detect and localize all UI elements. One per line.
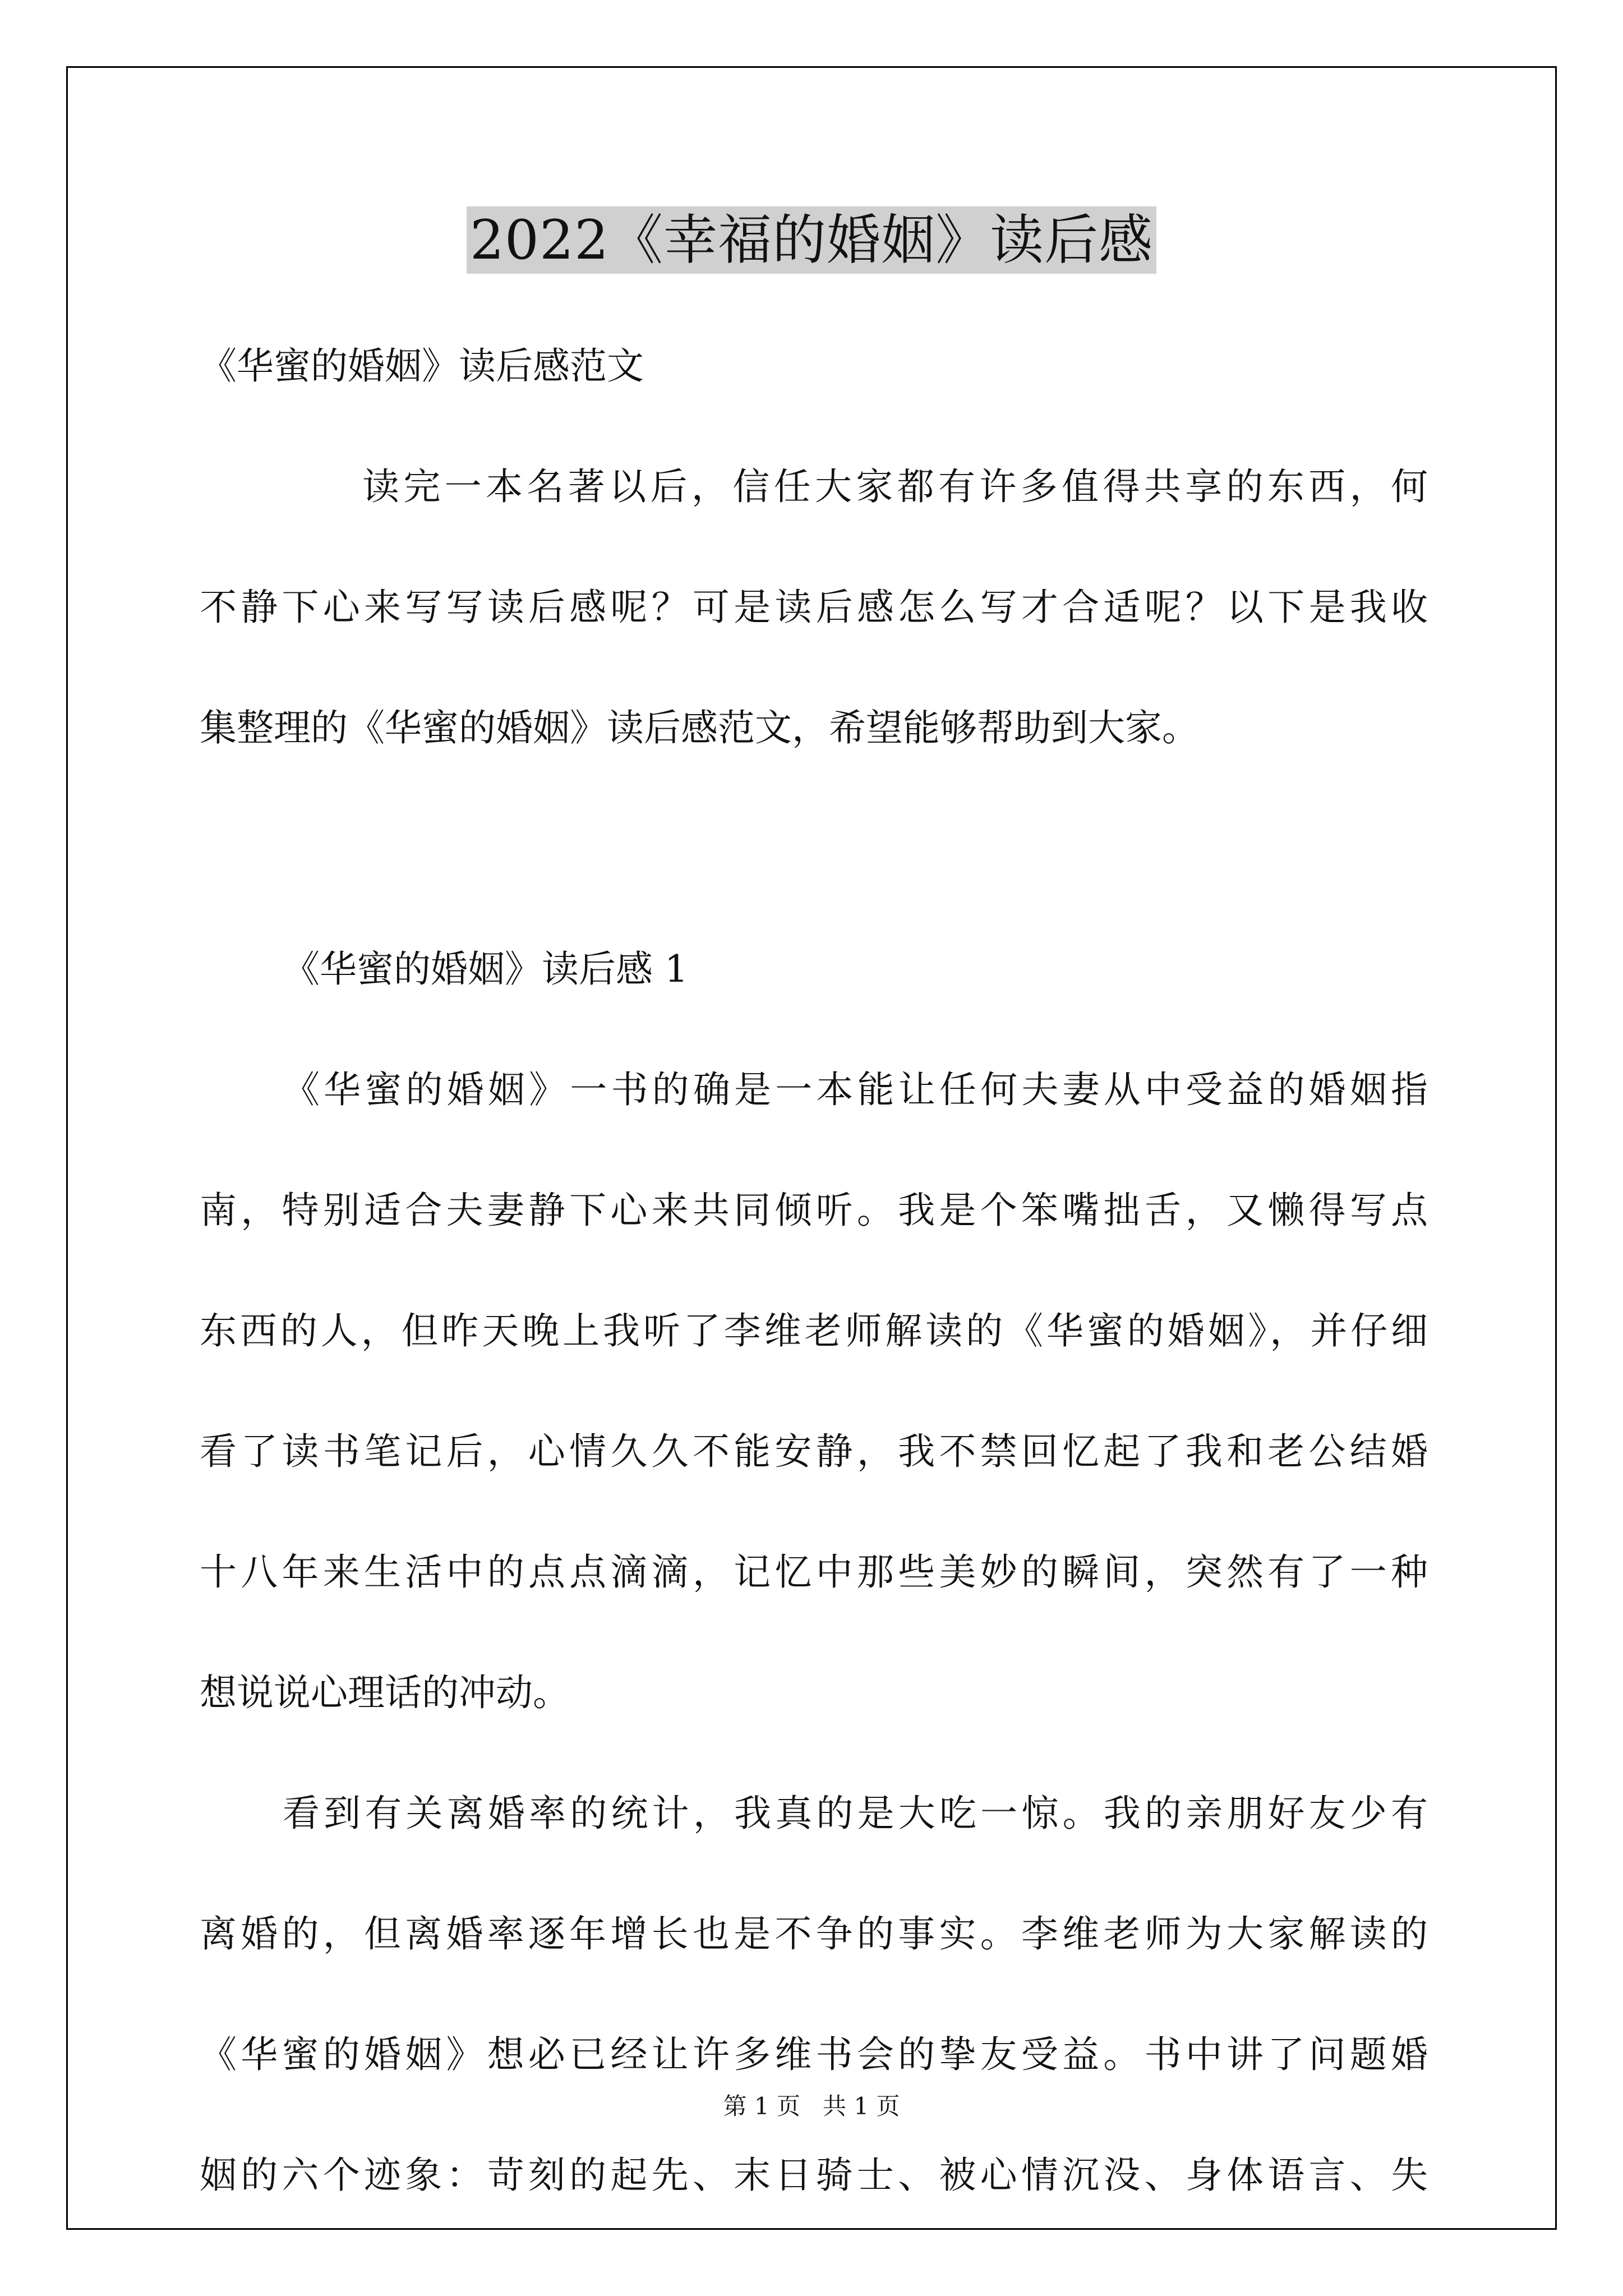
intro-line-1: 读完一本名著以后，信任大家都有许多值得共享的东西，何 xyxy=(362,465,1428,508)
paragraph2-line-4: 姻的六个迹象：苛刻的起先、末日骑士、被心情沉没、身体语言、失 xyxy=(200,2154,1428,2197)
subtitle: 《华蜜的婚姻》读后感范文 xyxy=(200,344,644,388)
page-footer xyxy=(0,2090,1623,2123)
paragraph1-line-1: 《华蜜的婚姻》一书的确是一本能让任何夫妻从中受益的婚姻指 xyxy=(283,1068,1428,1111)
title-container xyxy=(0,206,1623,274)
document-body xyxy=(200,306,1428,2235)
intro-line-3: 集整理的《华蜜的婚姻》读后感范文，希望能够帮助到大家。 xyxy=(200,706,1199,749)
page-number: 第 1 页 xyxy=(723,2092,800,2120)
intro-line-2: 不静下心来写写读后感呢？可是读后感怎么写才合适呢？以下是我收 xyxy=(200,586,1428,629)
paragraph1-line-3: 东西的人，但昨天晚上我听了李维老师解读的《华蜜的婚姻》，并仔细 xyxy=(200,1309,1428,1352)
page-total: 共 1 页 xyxy=(823,2092,900,2120)
paragraph2-line-3: 《华蜜的婚姻》想必已经让许多维书会的挚友受益。书中讲了问题婚 xyxy=(200,2033,1428,2076)
paragraph1-line-2: 南，特别适合夫妻静下心来共同倾听。我是个笨嘴拙舌，又懒得写点 xyxy=(200,1189,1428,1232)
paragraph1-line-5: 十八年来生活中的点点滴滴，记忆中那些美妙的瞬间，突然有了一种 xyxy=(200,1550,1428,1594)
document-title: 2022《幸福的婚姻》读后感 xyxy=(467,206,1156,274)
section-heading: 《华蜜的婚姻》读后感 1 xyxy=(283,947,688,991)
paragraph2-line-2: 离婚的，但离婚率逐年增长也是不争的事实。李维老师为大家解读的 xyxy=(200,1912,1428,1955)
paragraph1-line-4: 看了读书笔记后，心情久久不能安静，我不禁回忆起了我和老公结婚 xyxy=(200,1430,1428,1473)
paragraph1-line-6: 想说说心理话的冲动。 xyxy=(200,1671,570,1714)
blank-line xyxy=(200,788,1428,909)
paragraph2-line-1: 看到有关离婚率的统计，我真的是大吃一惊。我的亲朋好友少有 xyxy=(283,1792,1428,1835)
